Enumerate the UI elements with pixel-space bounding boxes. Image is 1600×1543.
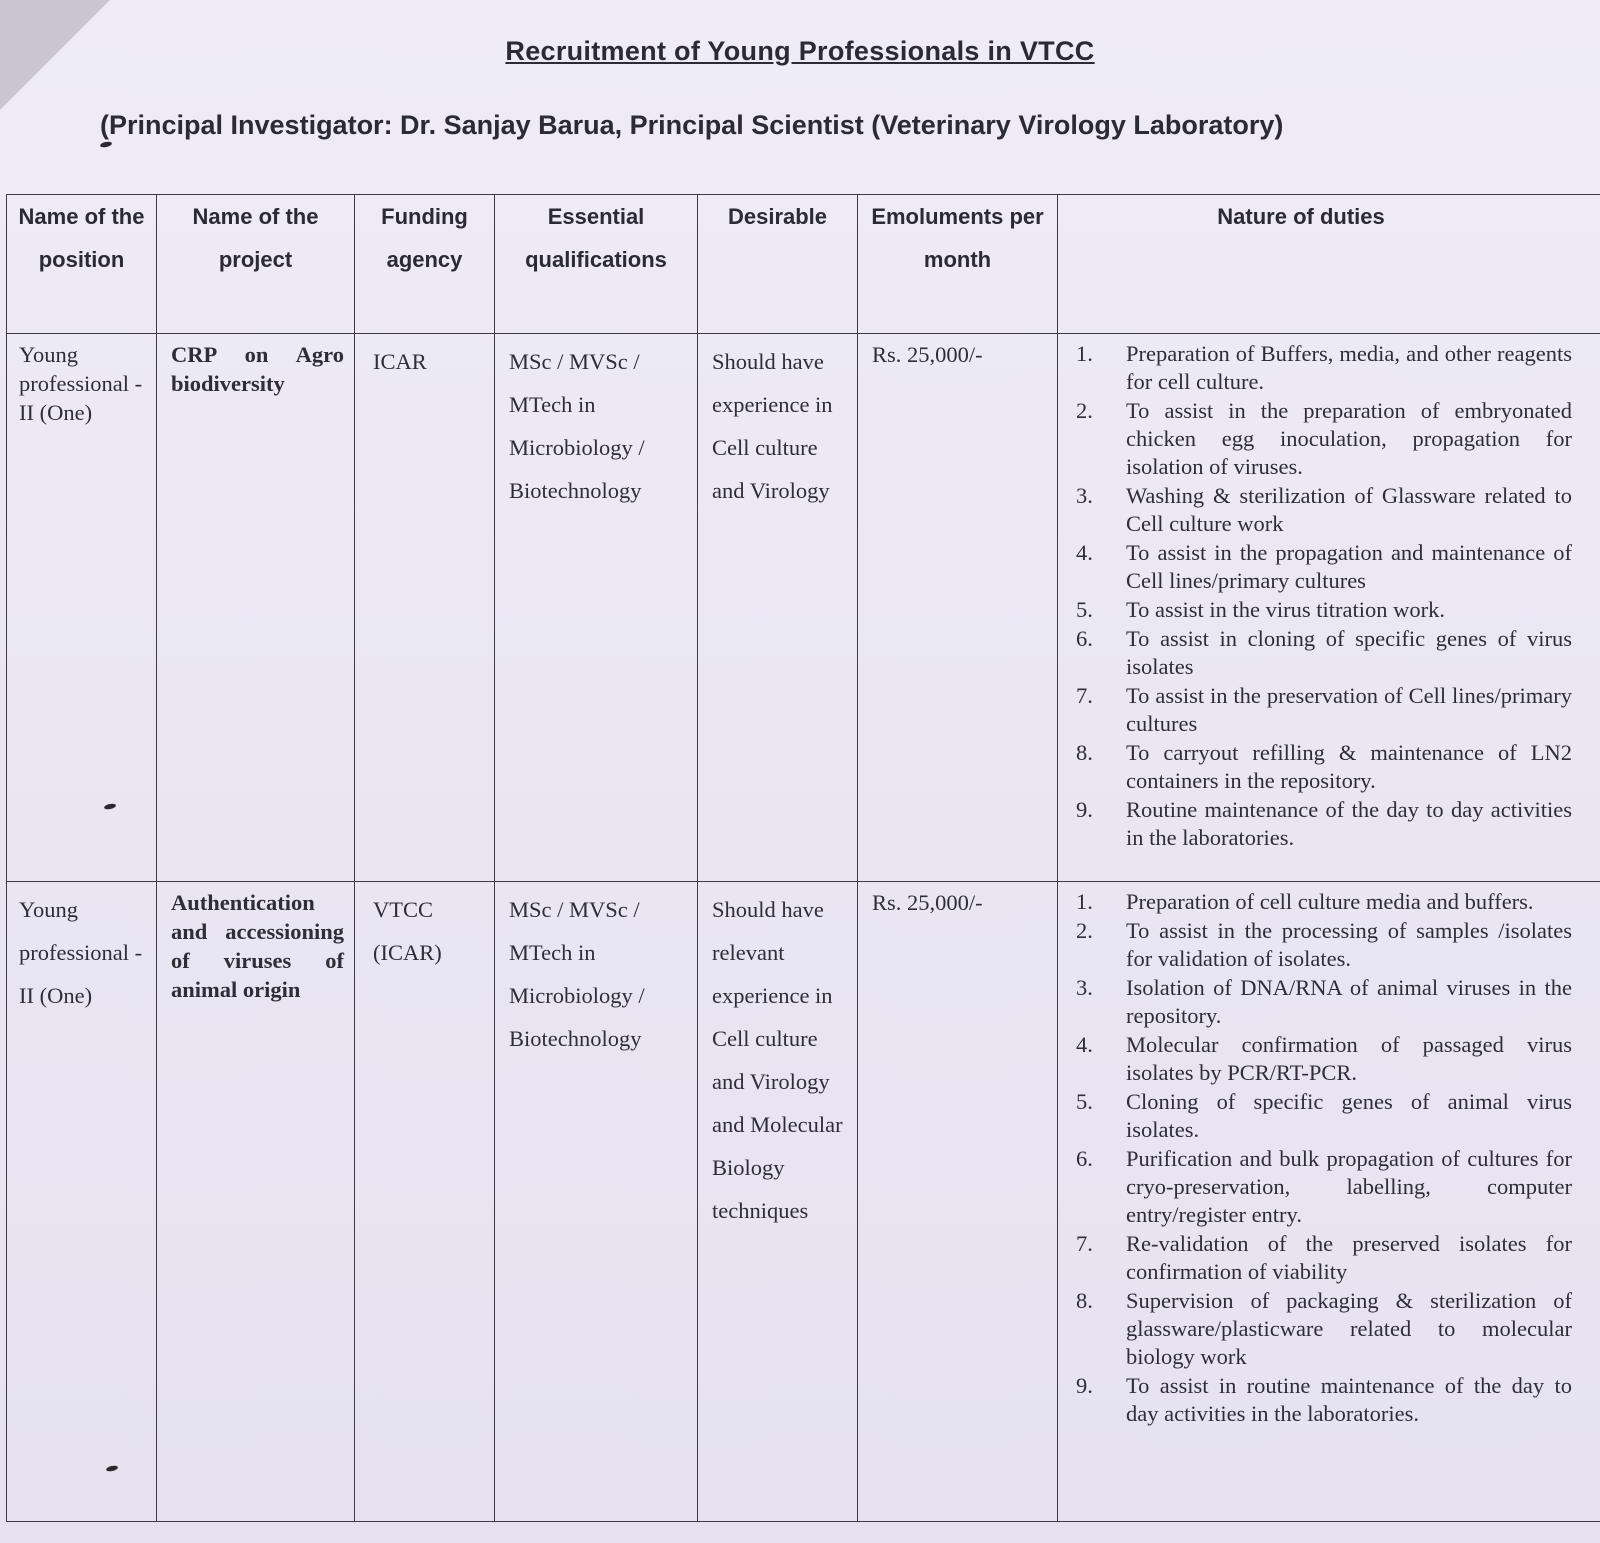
header-funding: Funding agency bbox=[355, 195, 495, 334]
list-item bbox=[1076, 1372, 1572, 1428]
duty-text: To assist in routine maintenance of the day to day activities in the laboratories. bbox=[1126, 1373, 1572, 1426]
duty-number: 5. bbox=[1076, 1089, 1093, 1114]
duty-number: 5. bbox=[1076, 597, 1093, 622]
list-item bbox=[1076, 539, 1572, 595]
list-item bbox=[1076, 1031, 1572, 1087]
table-row bbox=[7, 882, 1600, 1522]
duty-text: To carryout refilling & maintenance of LN2 containers in the repository. bbox=[1126, 740, 1572, 793]
list-item bbox=[1076, 917, 1572, 973]
list-item bbox=[1076, 625, 1572, 681]
list-item bbox=[1076, 888, 1572, 916]
duty-number: 7. bbox=[1076, 1231, 1093, 1256]
cell-emoluments: Rs. 25,000/- bbox=[858, 334, 1058, 882]
duty-text: Routine maintenance of the day to day activities in the laboratories. bbox=[1126, 797, 1572, 850]
list-item bbox=[1076, 397, 1572, 481]
duty-text: To assist in cloning of specific genes of virus isolates bbox=[1126, 626, 1572, 679]
duty-number: 8. bbox=[1076, 740, 1093, 765]
duty-text: Isolation of DNA/RNA of animal viruses in the repository. bbox=[1126, 975, 1572, 1028]
duty-text: To assist in the preservation of Cell lines/primary cultures bbox=[1126, 683, 1572, 736]
cell-position: Young professional -II (One) bbox=[7, 334, 157, 882]
duties-list bbox=[1076, 888, 1572, 1428]
duty-number: 8. bbox=[1076, 1288, 1093, 1313]
header-emoluments: Emoluments per month bbox=[858, 195, 1058, 334]
cell-desirable: Should have relevant experience in Cell culture and Virology and Molecular Biology techniques bbox=[698, 882, 858, 1522]
list-item bbox=[1076, 796, 1572, 852]
duty-number: 4. bbox=[1076, 1032, 1093, 1057]
cell-duties bbox=[1058, 334, 1600, 882]
cell-funding: ICAR bbox=[355, 334, 495, 882]
cell-desirable: Should have experience in Cell culture and Virology bbox=[698, 334, 858, 882]
document-title: Recruitment of Young Professionals in VTCC bbox=[505, 36, 1095, 66]
duty-text: Re-validation of the preserved isolates for confirmation of viability bbox=[1126, 1231, 1572, 1284]
duty-number: 7. bbox=[1076, 683, 1093, 708]
cell-funding: VTCC (ICAR) bbox=[355, 882, 495, 1522]
list-item bbox=[1076, 974, 1572, 1030]
duty-number: 6. bbox=[1076, 626, 1093, 651]
list-item bbox=[1076, 1088, 1572, 1144]
duty-text: Molecular confirmation of passaged virus isolates by PCR/RT-PCR. bbox=[1126, 1032, 1572, 1085]
duty-number: 6. bbox=[1076, 1146, 1093, 1171]
cell-duties bbox=[1058, 882, 1600, 1522]
duty-number: 1. bbox=[1076, 889, 1093, 914]
duty-text: To assist in the processing of samples /isolates for validation of isolates. bbox=[1126, 918, 1572, 971]
recruitment-table bbox=[6, 194, 1600, 1522]
duty-number: 9. bbox=[1076, 797, 1093, 822]
header-position: Name of the position bbox=[7, 195, 157, 334]
duty-number: 9. bbox=[1076, 1373, 1093, 1398]
cell-emoluments: Rs. 25,000/- bbox=[858, 882, 1058, 1522]
duty-text: To assist in the preparation of embryonated chicken egg inoculation, propagation for isolation of viruses. bbox=[1126, 398, 1572, 479]
duty-text: Purification and bulk propagation of cultures for cryo-preservation, labelling, computer entry/register entry. bbox=[1126, 1146, 1572, 1227]
header-duties: Nature of duties bbox=[1058, 195, 1600, 334]
cell-qualifications: MSc / MVSc / MTech in Microbiology / Biotechnology bbox=[495, 334, 698, 882]
list-item bbox=[1076, 1230, 1572, 1286]
header-project: Name of the project bbox=[157, 195, 355, 334]
list-item bbox=[1076, 482, 1572, 538]
duty-text: To assist in the virus titration work. bbox=[1126, 597, 1446, 622]
document-subtitle: (Principal Investigator: Dr. Sanjay Barua, Principal Scientist (Veterinary Virology Laboratory) bbox=[100, 110, 1284, 140]
header-qualifications: Essential qualifications bbox=[495, 195, 698, 334]
duty-number: 1. bbox=[1076, 341, 1093, 366]
cell-project: Authentication and accessioning of viruses of animal origin bbox=[157, 882, 355, 1522]
duty-text: Preparation of Buffers, media, and other reagents for cell culture. bbox=[1126, 341, 1572, 394]
table-header-row bbox=[7, 195, 1600, 334]
duty-number: 3. bbox=[1076, 483, 1093, 508]
duty-number: 2. bbox=[1076, 918, 1093, 943]
duty-number: 4. bbox=[1076, 540, 1093, 565]
duty-text: Preparation of cell culture media and buffers. bbox=[1126, 889, 1534, 914]
list-item bbox=[1076, 739, 1572, 795]
duty-text: Cloning of specific genes of animal virus isolates. bbox=[1126, 1089, 1572, 1142]
duty-number: 2. bbox=[1076, 398, 1093, 423]
list-item bbox=[1076, 682, 1572, 738]
cell-position: Young professional -II (One) bbox=[7, 882, 157, 1522]
list-item bbox=[1076, 1287, 1572, 1371]
list-item bbox=[1076, 1145, 1572, 1229]
ink-speck bbox=[100, 141, 113, 148]
list-item bbox=[1076, 596, 1572, 624]
table-row bbox=[7, 334, 1600, 882]
duties-list bbox=[1076, 340, 1572, 852]
header-desirable: Desirable bbox=[698, 195, 858, 334]
list-item bbox=[1076, 340, 1572, 396]
duty-text: To assist in the propagation and maintenance of Cell lines/primary cultures bbox=[1126, 540, 1572, 593]
duty-number: 3. bbox=[1076, 975, 1093, 1000]
cell-project: CRP on Agro biodiversity bbox=[157, 334, 355, 882]
duty-text: Washing & sterilization of Glassware related to Cell culture work bbox=[1126, 483, 1572, 536]
duty-text: Supervision of packaging & sterilization of glassware/plasticware related to molecular biology work bbox=[1126, 1288, 1572, 1369]
cell-qualifications: MSc / MVSc / MTech in Microbiology / Biotechnology bbox=[495, 882, 698, 1522]
